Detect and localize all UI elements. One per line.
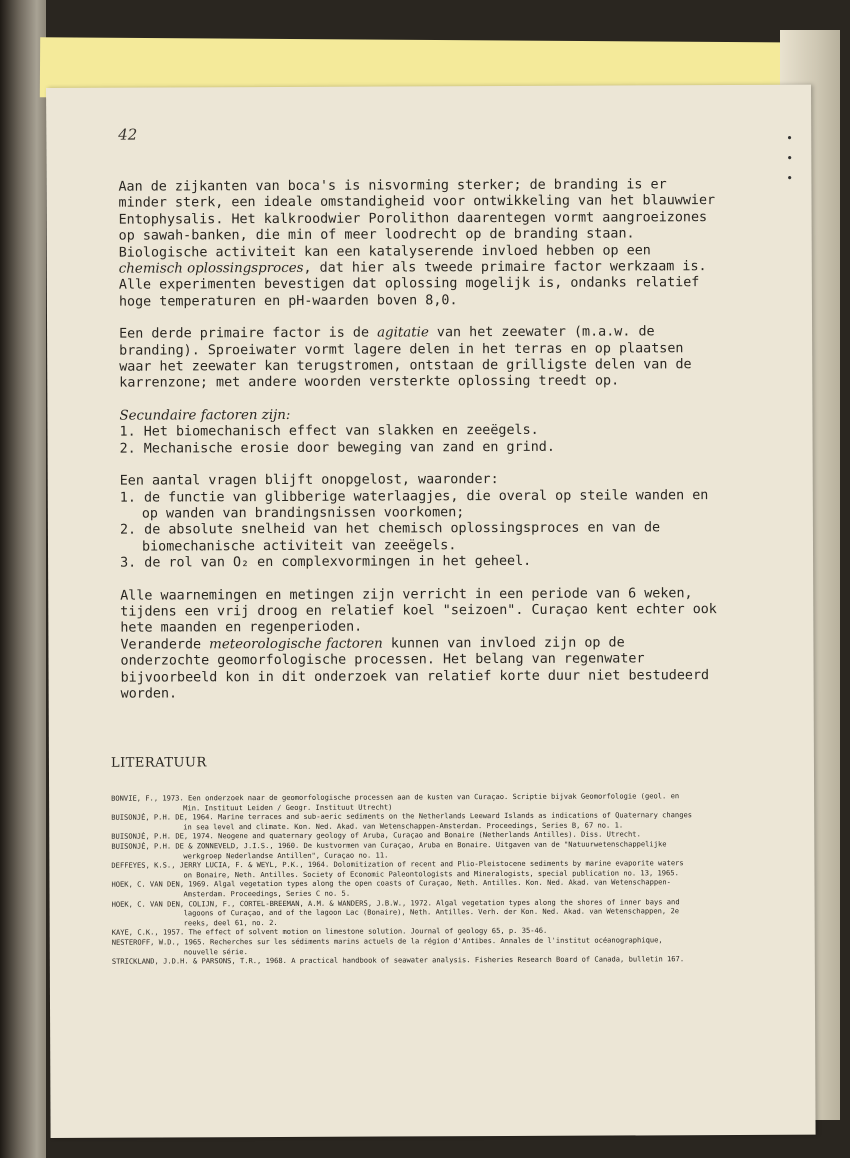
- emphasis-text: agitatie: [377, 325, 429, 341]
- page-number: 42: [118, 125, 138, 144]
- reference-item: BONVIE, F., 1973. Een onderzoek naar de geomorfologische processen aan de kusten van Curaçao. Scriptie bijvak Geomorfologie (geol. en Min. Instituut Leiden / Geogr. Instituut Utrecht): [111, 791, 680, 813]
- paragraph-text: Een derde primaire factor is de: [119, 325, 370, 342]
- reference-item: BUISONJÉ, P.H. DE & ZONNEVELD, J.I.S., 1960. De kustvormen van Curaçao, Aruba en Bonaire. Uitgaven van de "Natuurwetenschappelijke werkgroep Nederlandse Antillen", Curaçao no. 11.: [111, 839, 667, 860]
- list-item: 2. Mechanische erosie door beweging van zand en grind.: [119, 439, 555, 457]
- paragraph-boca: Aan de zijkanten van boca's is nisvorming sterker; de branding is er minder sterk, een ideale omstandigheid voor ontwikkeling van het blauwwier Entophysalis. Het kalkroodwier Porolithon daarentegen vormt aangroeizones op sawah-banken, die min of meer loodrecht op de branding staan.: [118, 177, 716, 244]
- paragraph-text: kunnen van invloed zijn op de onderzochte geomorfologische processen. Het belang van regenwater bijvoorbeeld kon in dit onderzoek van relatief korte duur niet bestudeerd worden.: [120, 635, 710, 702]
- reference-list: [111, 791, 697, 966]
- reference-item: DEFFEYES, K.S., JERRY LUCIA, F. & WEYL, P.K., 1964. Dolomitization of recent and Plio-Pleistocene sediments by marine evaporite waters on Bonaire, Neth. Antilles. Society of Economic Paleontologists and Mineralogists, special publication no. 13, 1965.: [111, 858, 684, 880]
- body-text: [118, 177, 720, 719]
- emphasis-text: chemisch oplossingsproces: [118, 260, 304, 277]
- list-item: 1. Het biomechanisch effect van slakken en zeeëgels.: [119, 423, 539, 440]
- reference-item: HOEK, C. VAN DEN, COLIJN, F., CORTEL-BREEMAN, A.M. & WANDERS, J.B.W., 1972. Algal vegetation types along the shores of inner bays and lagoons of Curaçao, and of the lagoon Lac (Bonaire), Neth. Antilles. Verh. der Kon. Ned. Akad. van Wetenschappen, 2e reeks, deel 61, no. 2.: [111, 896, 680, 928]
- reference-item: NESTEROFF, W.D., 1965. Recherches sur les sédiments marins actuels de la région d'Antibes. Annales de l'institut océanographique, nouvelle série.: [111, 935, 663, 956]
- margin-marks: • • •: [786, 131, 794, 185]
- questions-list: [120, 488, 720, 573]
- paragraph-text: , dat hier als tweede primaire factor werkzaam is. Alle experimenten bevestigen dat oplossing mogelijk is, ondanks relatief hoge temperaturen en pH-waarden boven 8,0.: [118, 259, 707, 310]
- paragraph-text: Veranderde: [120, 637, 202, 653]
- list-item: 2. de absolute snelheid van het chemisch oplossingsproces en van de biomechanische activiteit van zeeëgels.: [119, 520, 661, 555]
- list-item: 3. de rol van O₂ en complexvormingen in het geheel.: [120, 554, 532, 571]
- paragraph-observations: Alle waarnemingen en metingen zijn verricht in een periode van 6 weken, tijdens een vrij droog en relatief koel "seizoen". Curaçao kent echter ook hete maanden en regenperioden.: [120, 585, 717, 637]
- paragraph-meteorological: [120, 635, 720, 703]
- list-item: 1. de functie van glibberige waterlaagjes, die overal op steile wanden en op wanden van brandingsnissen voorkomen;: [119, 487, 709, 522]
- secondary-factors-list: [119, 422, 719, 457]
- questions-intro: Een aantal vragen blijft onopgelost, waaronder:: [119, 472, 499, 489]
- paragraph-text: Biologische activiteit kan een katalyserende invloed hebben op een: [118, 242, 651, 261]
- reference-item: BUISONJÉ, P.H. DE, 1974. Neogene and quaternary geology of Aruba, Curaçao and Bonaire (Netherlands Antilles). Diss. Utrecht.: [111, 829, 641, 842]
- literature-heading: LITERATUUR: [110, 755, 207, 771]
- paragraph-agitation: [119, 324, 719, 392]
- secondary-factors-heading: Secundaire factoren zijn:: [119, 407, 291, 424]
- reference-item: STRICKLAND, J.D.H. & PARSONS, T.R., 1968. A practical handbook of seawater analysis. Fisheries Research Board of Canada, bulletin 167.: [111, 954, 685, 966]
- document-page: [46, 85, 816, 1138]
- reference-item: BUISONJÉ, P.H. DE, 1964. Marine terraces and sub-aeric sediments on the Netherlands Leeward Islands as indications of Quaternary changes in sea level and climate. Kon. Ned. Akad. van Wetenschappen-Amsterdam. Proceedings, Series B, 67 no. 1.: [111, 810, 693, 832]
- binder-spine: [0, 0, 46, 1158]
- paragraph-biological: [119, 243, 719, 311]
- reference-item: HOEK, C. VAN DEN, 1969. Algal vegetation types along the open coasts of Curaçao, Neth. Antilles. Kon. Ned. Akad. van Wetenschappen-Amsterdam. Proceedings, Series C no. 5.: [111, 877, 671, 899]
- emphasis-text: meteorologische factoren: [209, 636, 383, 653]
- reference-item: KAYE, C.K., 1957. The effect of solvent motion on limestone solution. Journal of geology 65, p. 35-46.: [111, 926, 548, 938]
- paragraph-text: van het zeewater (m.a.w. de branding). Sproeiwater vormt lagere delen in het terras en op plaatsen waar het zeewater kan terugstromen, ontstaan de grilligste delen van de karrenzone; met andere woorden versterkte oplossing treedt op.: [119, 324, 692, 392]
